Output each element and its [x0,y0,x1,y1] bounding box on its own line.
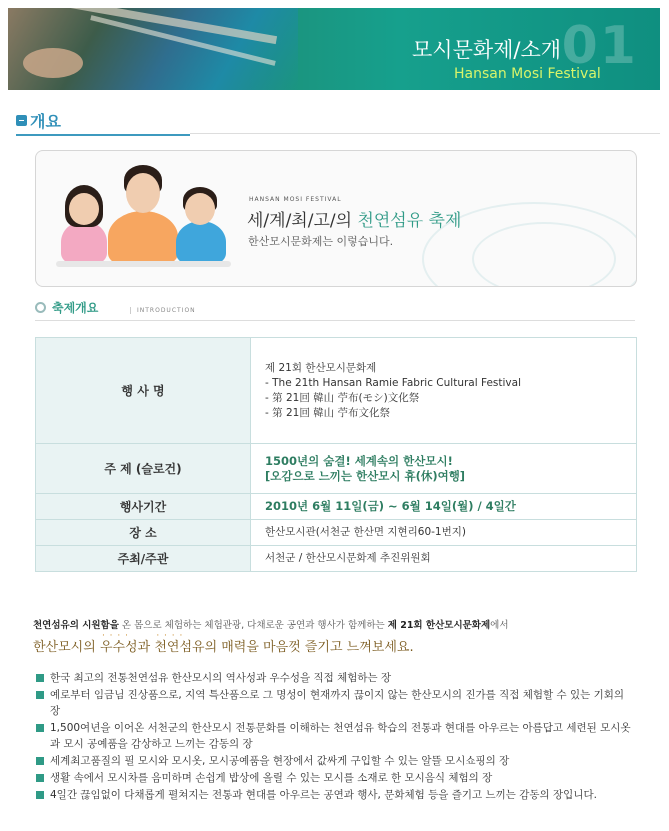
banner-subtitle: Hansan Mosi Festival [454,66,601,82]
divider [190,133,660,134]
feature-list [36,670,636,804]
row-label: 주 제 (슬로건) [36,444,251,494]
section-heading [16,108,190,136]
table-row [36,338,637,444]
row-label: 행사기간 [36,494,251,520]
overview-heading [35,300,635,321]
list-item: 생활 속에서 모시차를 음미하며 손쉽게 밥상에 올릴 수 있는 모시를 소재로 한 모시음식 체험의 장 [36,770,636,786]
table-row [36,494,637,520]
table-row [36,546,637,572]
swirl-decoration [472,222,616,287]
list-item: 세계최고품질의 필 모시와 모시옷, 모시공예품을 현장에서 값싸게 구입할 수 있는 알뜰 모시쇼핑의 장 [36,753,636,769]
row-label: 행 사 명 [36,338,251,444]
list-item: 예로부터 임금님 진상품으로, 지역 특산품으로 그 명성이 현재까지 끊이지 않는 한산모시의 진가를 직접 체험할 수 있는 기회의 장 [36,687,636,719]
table-row [36,444,637,494]
row-value: 2010년 6월 11일(금) ~ 6월 14일(월) / 4일간 [251,494,637,520]
family-illustration [56,163,231,273]
lead-text: 한산모시의 · · · · 우수성과 · · · · 천연섬유의 매력을 마음껏 즐기고 느껴보세요. [33,636,414,655]
section-title: 개요 [30,112,61,131]
overview-en-label: INTRODUCTION [130,307,196,314]
hero-box [35,150,637,287]
list-item: 4일간 끊임없이 다채롭게 펼쳐지는 전통과 현대를 아우르는 공연과 행사, 문화체험 등을 즐기고 느끼는 감동의 장입니다. [36,787,636,803]
overview-title: 축제개요 [52,301,99,315]
row-value: 제 21회 한산모시문화제 - The 21th Hansan Ramie Fabric Cultural Festival - 第 21回 韓山 苧布(モシ)文化祭 - 第 21回 韓山 苧布文化祭 [251,338,637,444]
list-item: 한국 최고의 전통천연섬유 한산모시의 역사성과 우수성을 직접 체험하는 장 [36,670,636,686]
minus-square-icon [16,115,27,126]
banner-number: 01 [561,16,638,76]
header-banner [8,8,660,90]
row-value: 한산모시관(서천군 한산면 지현리60-1번지) [251,520,637,546]
row-value: 서천군 / 한산모시문화제 추진위원회 [251,546,637,572]
row-label: 장 소 [36,520,251,546]
hero-small-label: HANSAN MOSI FESTIVAL [249,196,342,203]
list-item: 1,500여년을 이어온 서천군의 한산모시 전통문화를 이해하는 천연섬유 학습의 전통과 현대를 아우르는 아름답고 세련된 모시옷과 모시 공예품을 감상하고 느끼는 감동의 장 [36,720,636,752]
intro-text: 천연섬유의 시원함을 온 몸으로 체험하는 체험관광, 다채로운 공연과 행사가 함께하는 제 21회 한산모시문화제에서 [33,620,509,631]
row-value: 1500년의 숨결! 세계속의 한산모시! [오감으로 느끼는 한산모시 휴(休)여행] [251,444,637,494]
weaver-hand [23,48,83,78]
banner-title: 모시문화제/소개 [412,38,562,62]
hero-headline: 세/계/최/고/의 천연섬유 축제 [247,211,462,231]
circle-bullet-icon [35,302,46,313]
hero-subtext: 한산모시문화제는 이렇습니다. [248,235,394,248]
table-row [36,520,637,546]
row-label: 주최/주관 [36,546,251,572]
festival-info-table [35,337,637,572]
